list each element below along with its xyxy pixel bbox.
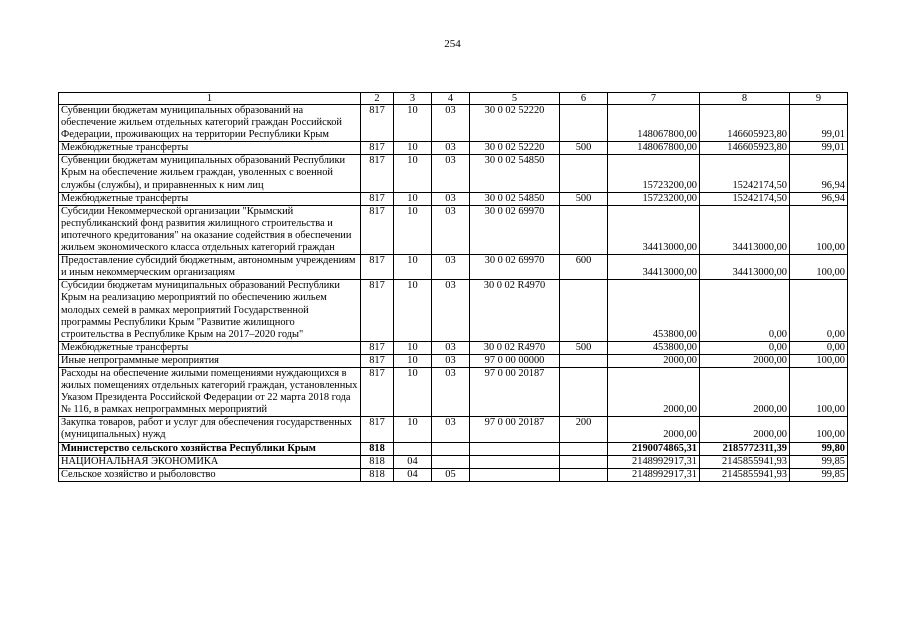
row-cell-col3: 10	[394, 142, 432, 155]
row-name-cell: Субвенции бюджетам муниципальных образований на обеспечение жильем отдельных категорий граждан Российской Федерации, проживающих на территории Республики Крым	[59, 105, 361, 142]
row-cell-col6: 600	[560, 255, 608, 280]
row-cell-col3: 10	[394, 354, 432, 367]
row-cell-col5: 30 0 02 52220	[470, 142, 560, 155]
row-cell-col9: 100,00	[790, 417, 848, 442]
row-cell-col4	[432, 442, 470, 455]
row-cell-col8: 2145855941,93	[700, 455, 790, 468]
row-cell-col2: 818	[361, 455, 394, 468]
row-cell-col5: 30 0 02 54850	[470, 192, 560, 205]
row-cell-col5: 30 0 02 R4970	[470, 341, 560, 354]
row-name-cell: Сельское хозяйство и рыболовство	[59, 468, 361, 481]
row-name-cell: Межбюджетные трансферты	[59, 341, 361, 354]
row-cell-col4: 03	[432, 192, 470, 205]
row-cell-col4: 05	[432, 468, 470, 481]
row-cell-col6	[560, 280, 608, 341]
page-number: 254	[444, 38, 461, 50]
row-cell-col7: 15723200,00	[608, 192, 700, 205]
row-cell-col7: 34413000,00	[608, 205, 700, 254]
row-cell-col8: 34413000,00	[700, 255, 790, 280]
header-cell: 6	[560, 93, 608, 105]
row-cell-col7: 2190074865,31	[608, 442, 700, 455]
row-cell-col2: 818	[361, 468, 394, 481]
row-cell-col9: 99,01	[790, 142, 848, 155]
row-cell-col3: 10	[394, 205, 432, 254]
row-cell-col7: 2000,00	[608, 354, 700, 367]
row-name-cell: Субсидии Некоммерческой организации "Крымский республиканский фонд развития жилищного строительства и ипотечного кредитования" на оказание содействия в обеспечении жильем экономического класса отдельных категорий граждан	[59, 205, 361, 254]
row-cell-col4: 03	[432, 105, 470, 142]
row-cell-col2: 817	[361, 142, 394, 155]
row-name-cell: Субвенции бюджетам муниципальных образований Республики Крым на обеспечение жильем граждан, уволенных с военной службы (службы), и приравненных к ним лиц	[59, 155, 361, 192]
row-cell-col2: 817	[361, 255, 394, 280]
row-cell-col8: 2185772311,39	[700, 442, 790, 455]
row-name-cell: Закупка товаров, работ и услуг для обеспечения государственных (муниципальных) нужд	[59, 417, 361, 442]
row-cell-col6	[560, 442, 608, 455]
row-cell-col9: 99,85	[790, 455, 848, 468]
row-cell-col3: 10	[394, 417, 432, 442]
row-cell-col6	[560, 468, 608, 481]
row-cell-col7: 2000,00	[608, 367, 700, 416]
row-cell-col7: 453800,00	[608, 280, 700, 341]
row-cell-col4: 03	[432, 417, 470, 442]
header-cell: 4	[432, 93, 470, 105]
row-cell-col5: 30 0 02 69970	[470, 255, 560, 280]
row-name-cell: Иные непрограммные мероприятия	[59, 354, 361, 367]
row-cell-col3: 10	[394, 105, 432, 142]
row-cell-col2: 817	[361, 205, 394, 254]
row-cell-col3: 10	[394, 280, 432, 341]
row-cell-col6	[560, 105, 608, 142]
row-cell-col9: 99,01	[790, 105, 848, 142]
row-cell-col3: 10	[394, 192, 432, 205]
table-row	[59, 142, 848, 155]
table-row	[59, 192, 848, 205]
row-cell-col4: 03	[432, 341, 470, 354]
row-cell-col8: 15242174,50	[700, 155, 790, 192]
row-cell-col7: 34413000,00	[608, 255, 700, 280]
row-cell-col8: 0,00	[700, 341, 790, 354]
row-cell-col2: 818	[361, 442, 394, 455]
row-cell-col2: 817	[361, 341, 394, 354]
row-cell-col5	[470, 442, 560, 455]
row-cell-col7: 2148992917,31	[608, 455, 700, 468]
row-cell-col4: 03	[432, 280, 470, 341]
row-cell-col6	[560, 205, 608, 254]
row-cell-col7: 453800,00	[608, 341, 700, 354]
row-cell-col9: 96,94	[790, 192, 848, 205]
row-cell-col6: 500	[560, 192, 608, 205]
table-row	[59, 105, 848, 142]
row-cell-col5: 30 0 02 R4970	[470, 280, 560, 341]
table-row	[59, 205, 848, 254]
row-cell-col2: 817	[361, 192, 394, 205]
row-cell-col8: 0,00	[700, 280, 790, 341]
row-cell-col7: 2148992917,31	[608, 468, 700, 481]
row-cell-col4: 03	[432, 367, 470, 416]
table-row	[59, 468, 848, 481]
header-cell: 5	[470, 93, 560, 105]
row-name-cell: Межбюджетные трансферты	[59, 142, 361, 155]
row-cell-col3: 10	[394, 155, 432, 192]
row-cell-col5: 97 0 00 20187	[470, 417, 560, 442]
row-cell-col5: 97 0 00 00000	[470, 354, 560, 367]
row-cell-col6	[560, 367, 608, 416]
table-row	[59, 455, 848, 468]
row-cell-col4: 03	[432, 142, 470, 155]
row-cell-col2: 817	[361, 280, 394, 341]
table-row	[59, 155, 848, 192]
row-cell-col2: 817	[361, 105, 394, 142]
table-row	[59, 280, 848, 341]
row-name-cell: НАЦИОНАЛЬНАЯ ЭКОНОМИКА	[59, 455, 361, 468]
header-cell: 1	[59, 93, 361, 105]
row-cell-col3: 04	[394, 455, 432, 468]
row-cell-col6	[560, 354, 608, 367]
row-cell-col9: 100,00	[790, 354, 848, 367]
header-row	[59, 93, 848, 105]
row-cell-col9: 96,94	[790, 155, 848, 192]
row-name-cell: Министерство сельского хозяйства Республики Крым	[59, 442, 361, 455]
budget-table	[58, 92, 848, 482]
table-row	[59, 417, 848, 442]
row-cell-col7: 148067800,00	[608, 105, 700, 142]
row-cell-col2: 817	[361, 417, 394, 442]
row-cell-col2: 817	[361, 354, 394, 367]
row-cell-col9: 99,85	[790, 468, 848, 481]
row-cell-col9: 100,00	[790, 255, 848, 280]
row-cell-col3: 10	[394, 367, 432, 416]
row-cell-col2: 817	[361, 367, 394, 416]
row-cell-col4: 03	[432, 205, 470, 254]
row-cell-col5: 97 0 00 20187	[470, 367, 560, 416]
row-cell-col4: 03	[432, 354, 470, 367]
row-cell-col3: 10	[394, 341, 432, 354]
row-cell-col6: 500	[560, 341, 608, 354]
row-cell-col3: 04	[394, 468, 432, 481]
row-cell-col3	[394, 442, 432, 455]
row-cell-col5: 30 0 02 69970	[470, 205, 560, 254]
row-cell-col9: 100,00	[790, 367, 848, 416]
row-cell-col8: 2000,00	[700, 354, 790, 367]
row-cell-col9: 0,00	[790, 341, 848, 354]
header-cell: 7	[608, 93, 700, 105]
table-row	[59, 367, 848, 416]
table-row	[59, 255, 848, 280]
header-cell: 9	[790, 93, 848, 105]
row-cell-col9: 100,00	[790, 205, 848, 254]
row-cell-col5	[470, 455, 560, 468]
row-cell-col8: 2145855941,93	[700, 468, 790, 481]
header-cell: 3	[394, 93, 432, 105]
row-name-cell: Расходы на обеспечение жилыми помещениями нуждающихся в жилых помещениях отдельных категорий граждан, установленных Указом Президента Российской Федерации от 22 марта 2018 года № 116, в рамках непрограммных мероприятий	[59, 367, 361, 416]
row-cell-col8: 2000,00	[700, 367, 790, 416]
row-cell-col4: 03	[432, 255, 470, 280]
row-cell-col5	[470, 468, 560, 481]
row-cell-col4: 03	[432, 155, 470, 192]
row-cell-col6	[560, 155, 608, 192]
row-cell-col6	[560, 455, 608, 468]
row-cell-col8: 34413000,00	[700, 205, 790, 254]
table-row	[59, 354, 848, 367]
row-cell-col5: 30 0 02 52220	[470, 105, 560, 142]
row-name-cell: Предоставление субсидий бюджетным, автономным учреждениям и иным некоммерческим организациям	[59, 255, 361, 280]
row-cell-col6: 200	[560, 417, 608, 442]
row-cell-col7: 148067800,00	[608, 142, 700, 155]
row-cell-col8: 146605923,80	[700, 142, 790, 155]
row-name-cell: Субсидии бюджетам муниципальных образований Республики Крым на реализацию мероприятий по обеспечению жильем молодых семей в рамках мероприятий Государственной программы Республики Крым "Развитие жилищного строительства в Республике Крым на 2017–2020 годы"	[59, 280, 361, 341]
row-cell-col8: 146605923,80	[700, 105, 790, 142]
row-cell-col8: 2000,00	[700, 417, 790, 442]
row-cell-col9: 0,00	[790, 280, 848, 341]
row-cell-col3: 10	[394, 255, 432, 280]
row-cell-col2: 817	[361, 155, 394, 192]
row-name-cell: Межбюджетные трансферты	[59, 192, 361, 205]
table-row	[59, 442, 848, 455]
row-cell-col6: 500	[560, 142, 608, 155]
row-cell-col9: 99,80	[790, 442, 848, 455]
row-cell-col4	[432, 455, 470, 468]
row-cell-col7: 15723200,00	[608, 155, 700, 192]
row-cell-col8: 15242174,50	[700, 192, 790, 205]
table-row	[59, 341, 848, 354]
row-cell-col5: 30 0 02 54850	[470, 155, 560, 192]
row-cell-col7: 2000,00	[608, 417, 700, 442]
header-cell: 8	[700, 93, 790, 105]
header-cell: 2	[361, 93, 394, 105]
